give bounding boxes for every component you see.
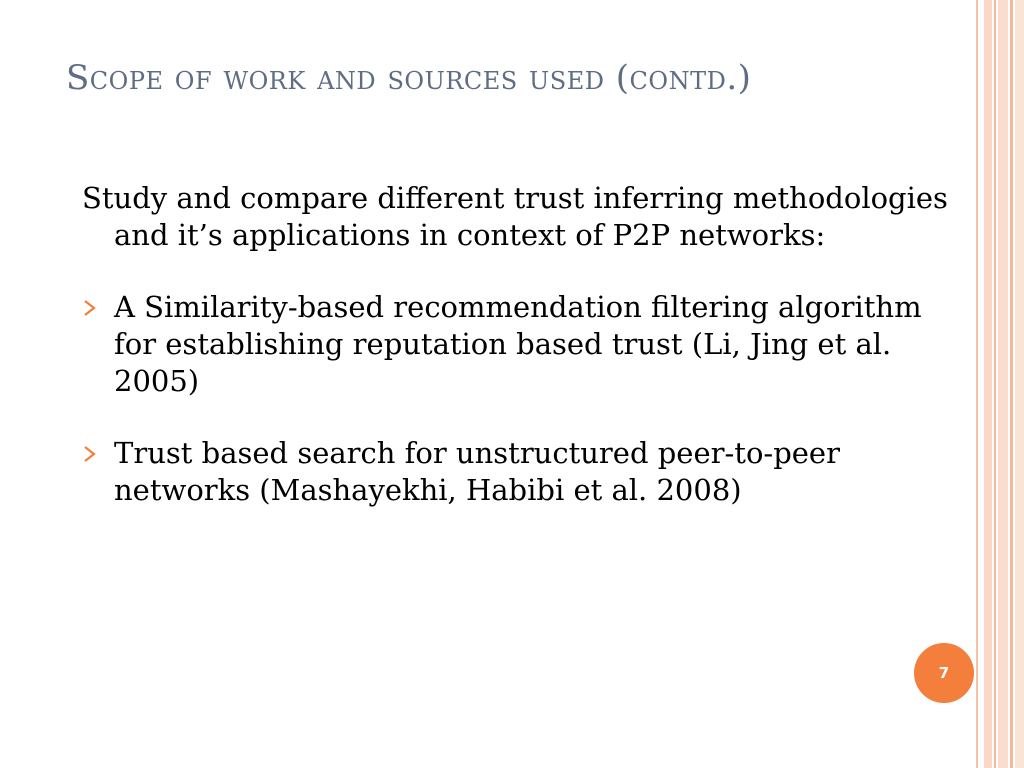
page-number-badge [914, 643, 974, 703]
decorative-stripe [1015, 0, 1024, 768]
decorative-stripe [976, 0, 978, 768]
decorative-stripe [984, 0, 992, 768]
slide-title: Scope of work and sources used (contd.) [66, 58, 752, 98]
decorative-stripe [1010, 0, 1013, 768]
page-number: 7 [938, 664, 950, 682]
slide-body [82, 180, 962, 544]
bullet-text: A Similarity-based recommendation filtering algorithm for establishing reputation based trust (Li, Jing et al. 2005) [114, 290, 922, 398]
bullet-text: Trust based search for unstructured peer-to-peer networks (Mashayekhi, Habibi et al. 2008) [114, 436, 840, 507]
chevron-right-icon [82, 445, 98, 463]
bullet-item [82, 435, 962, 509]
chevron-right-icon [82, 299, 98, 317]
intro-paragraph: Study and compare different trust inferring methodologies and it’s applications in context of P2P networks: [82, 181, 948, 252]
bullet-item [82, 289, 962, 400]
decorative-stripe [998, 0, 1008, 768]
decorative-stripe [994, 0, 996, 768]
